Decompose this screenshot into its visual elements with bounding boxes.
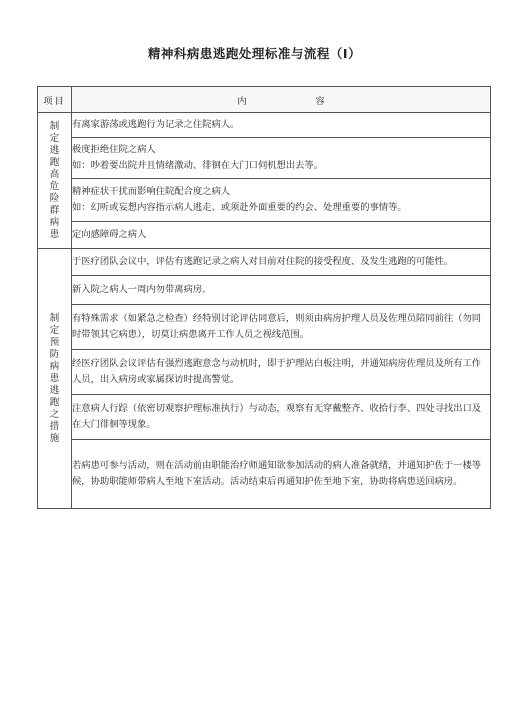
section-label-prevention: 制定预防病患逃跑之措施 (38, 249, 72, 509)
content-cell: 极度拒绝住院之病人 如：吵着要出院并且情绪激动、徘徊在大门口伺机想出去等。 (72, 138, 491, 179)
content-cell: 新入院之病人一周内勿带离病房。 (72, 276, 491, 305)
content-cell: 注意病人行踪（依密切观察护理标准执行）与动态，观察有无穿戴整齐、收拾行李、四处寻找出口及在大门徘徊等现象。 (72, 395, 491, 440)
table-row (38, 138, 491, 179)
header-content-char-2: 容 (315, 95, 325, 107)
content-cell: 有特殊需求（如紧急之检查）经特别讨论评估同意后，则须由病房护理人员及佐理员陪同前往（勿同时带领其它病患），切莫让病患离开工作人员之视线范围。 (72, 305, 491, 350)
header-content-column (72, 87, 491, 113)
table-row (38, 179, 491, 222)
content-cell: 若病患可参与活动，则在活动前由职能治疗师通知欲参加活动的病人准备就绪，并通知护佐于一楼等候，协助职能师带病人至地下室活动。活动结束后再通知护佐至地下室，协助将病患送回病房。 (72, 440, 491, 509)
content-cell: 定向感障碍之病人 (72, 222, 491, 249)
table-row (38, 395, 491, 440)
table-row (38, 305, 491, 350)
content-cell: 精神症状干扰而影响住院配合度之病人 如：幻听或妄想内容指示病人逃走、或须赴外面重要的约会、处理重要的事情等。 (72, 179, 491, 222)
table-row (38, 249, 491, 276)
procedure-table (37, 86, 491, 509)
content-cell: 有离家游荡或逃跑行为记录之住院病人。 (72, 113, 491, 138)
table-row (38, 350, 491, 395)
table-row (38, 440, 491, 509)
header-content-char-1: 内 (237, 95, 247, 107)
table-header-row (38, 87, 491, 113)
table-row (38, 276, 491, 305)
table-row (38, 222, 491, 249)
header-item-column: 项目 (38, 87, 72, 113)
content-cell: 经医疗团队会议评估有强烈逃跑意念与动机时，即于护理站白板注明，并通知病房佐理员及所有工作人员，出入病房或家属探访时提高警觉。 (72, 350, 491, 395)
document-title: 精神科病患逃跑处理标准与流程（I） (147, 46, 362, 61)
section-label-high-risk: 制定逃跑高危险群病患 (38, 113, 72, 249)
content-cell: 于医疗团队会议中，评估有逃跑记录之病人对目前对住院的接受程度、及发生逃跑的可能性。 (72, 249, 491, 276)
table-row (38, 113, 491, 138)
